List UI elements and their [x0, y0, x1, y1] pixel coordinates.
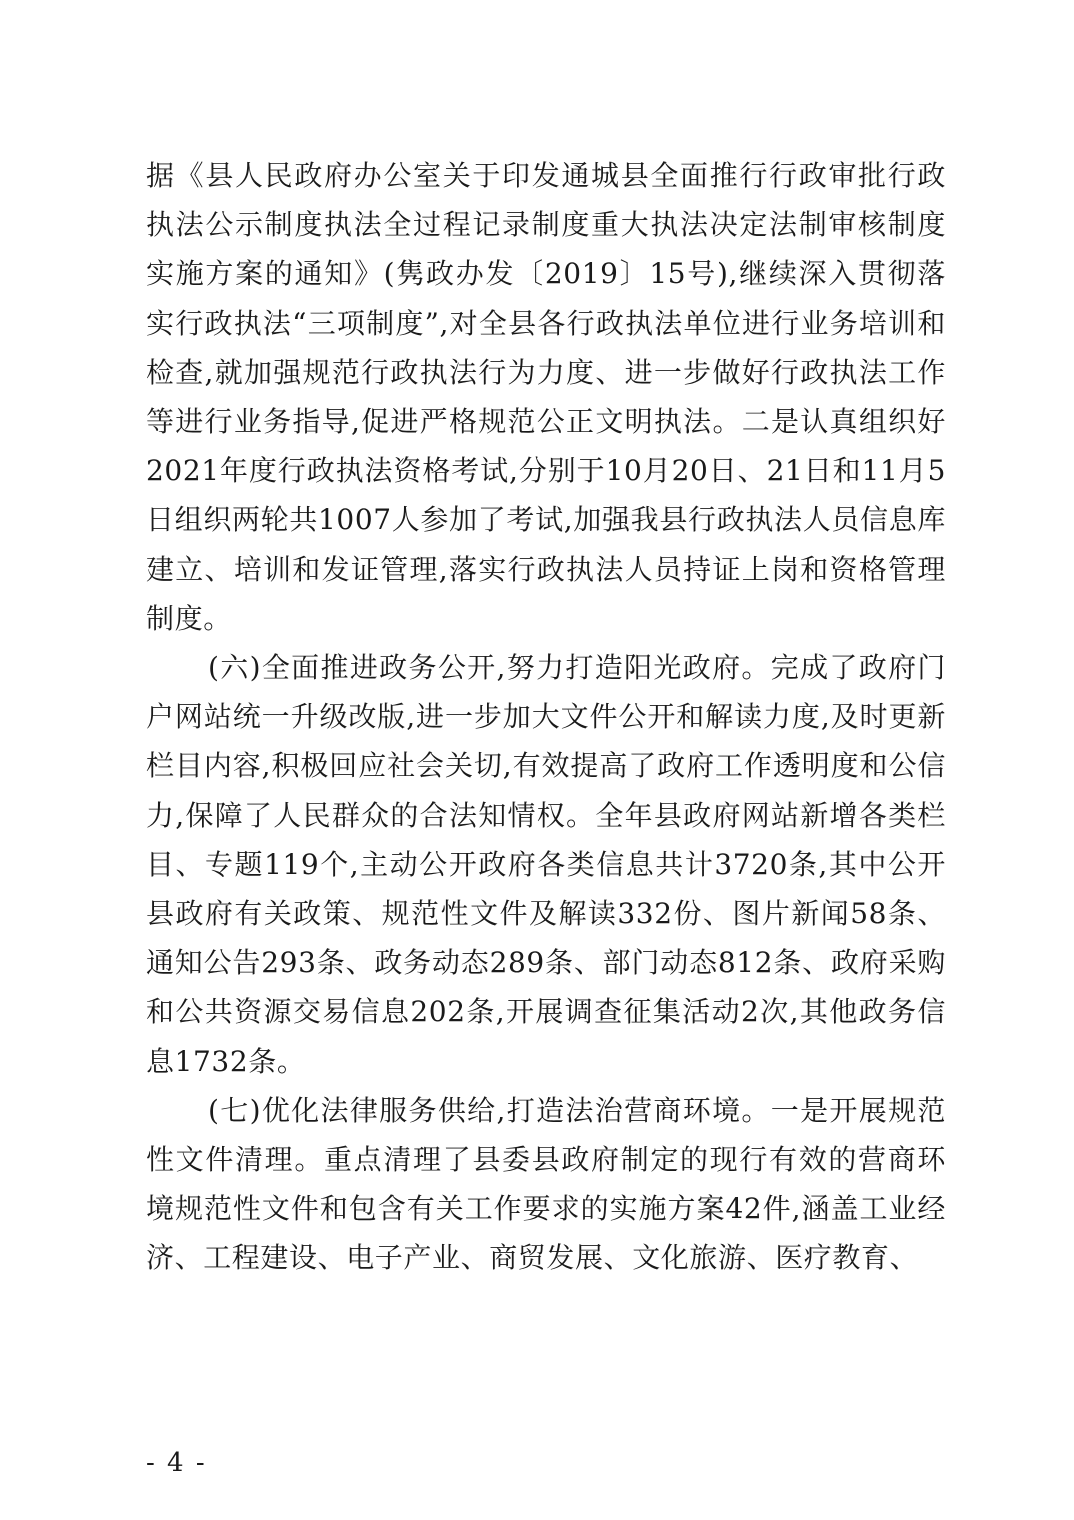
paragraph-continued: 据《县人民政府办公室关于印发通城县全面推行行政审批行政执法公示制度执法全过程记录制度重大执法决定法制审核制度实施方案的通知》(隽政办发〔2019〕15号),继续深入贯彻落实行政执法“三项制度”,对全县各行政执法单位进行业务培训和检查,就加强规范行政执法行为力度、进一步做好行政执法工作等进行业务指导,促进严格规范公正文明执法。二是认真组织好2021年度行政执法资格考试,分别于10月20日、21日和11月5日组织两轮共1007人参加了考试,加强我县行政执法人员信息库建立、培训和发证管理,落实行政执法人员持证上岗和资格管理制度。: [146, 159, 946, 635]
document-body: [146, 151, 946, 1283]
paragraph-section-seven: (七)优化法律服务供给,打造法治营商环境。一是开展规范性文件清理。重点清理了县委县政府制定的现行有效的营商环境规范性文件和包含有关工作要求的实施方案42件,涵盖工业经济、工程建设、电子产业、商贸发展、文化旅游、医疗教育、: [146, 1093, 946, 1275]
paragraph-section-six: (六)全面推进政务公开,努力打造阳光政府。完成了政府门户网站统一升级改版,进一步加大文件公开和解读力度,及时更新栏目内容,积极回应社会关切,有效提高了政府工作透明度和公信力,保障了人民群众的合法知情权。全年县政府网站新增各类栏目、专题119个,主动公开政府各类信息共计3720条,其中公开县政府有关政策、规范性文件及解读332份、图片新闻58条、通知公告293条、政务动态289条、部门动态812条、政府采购和公共资源交易信息202条,开展调查征集活动2次,其他政务信息1732条。: [146, 651, 946, 1078]
page-number: - 4 -: [146, 1448, 207, 1478]
